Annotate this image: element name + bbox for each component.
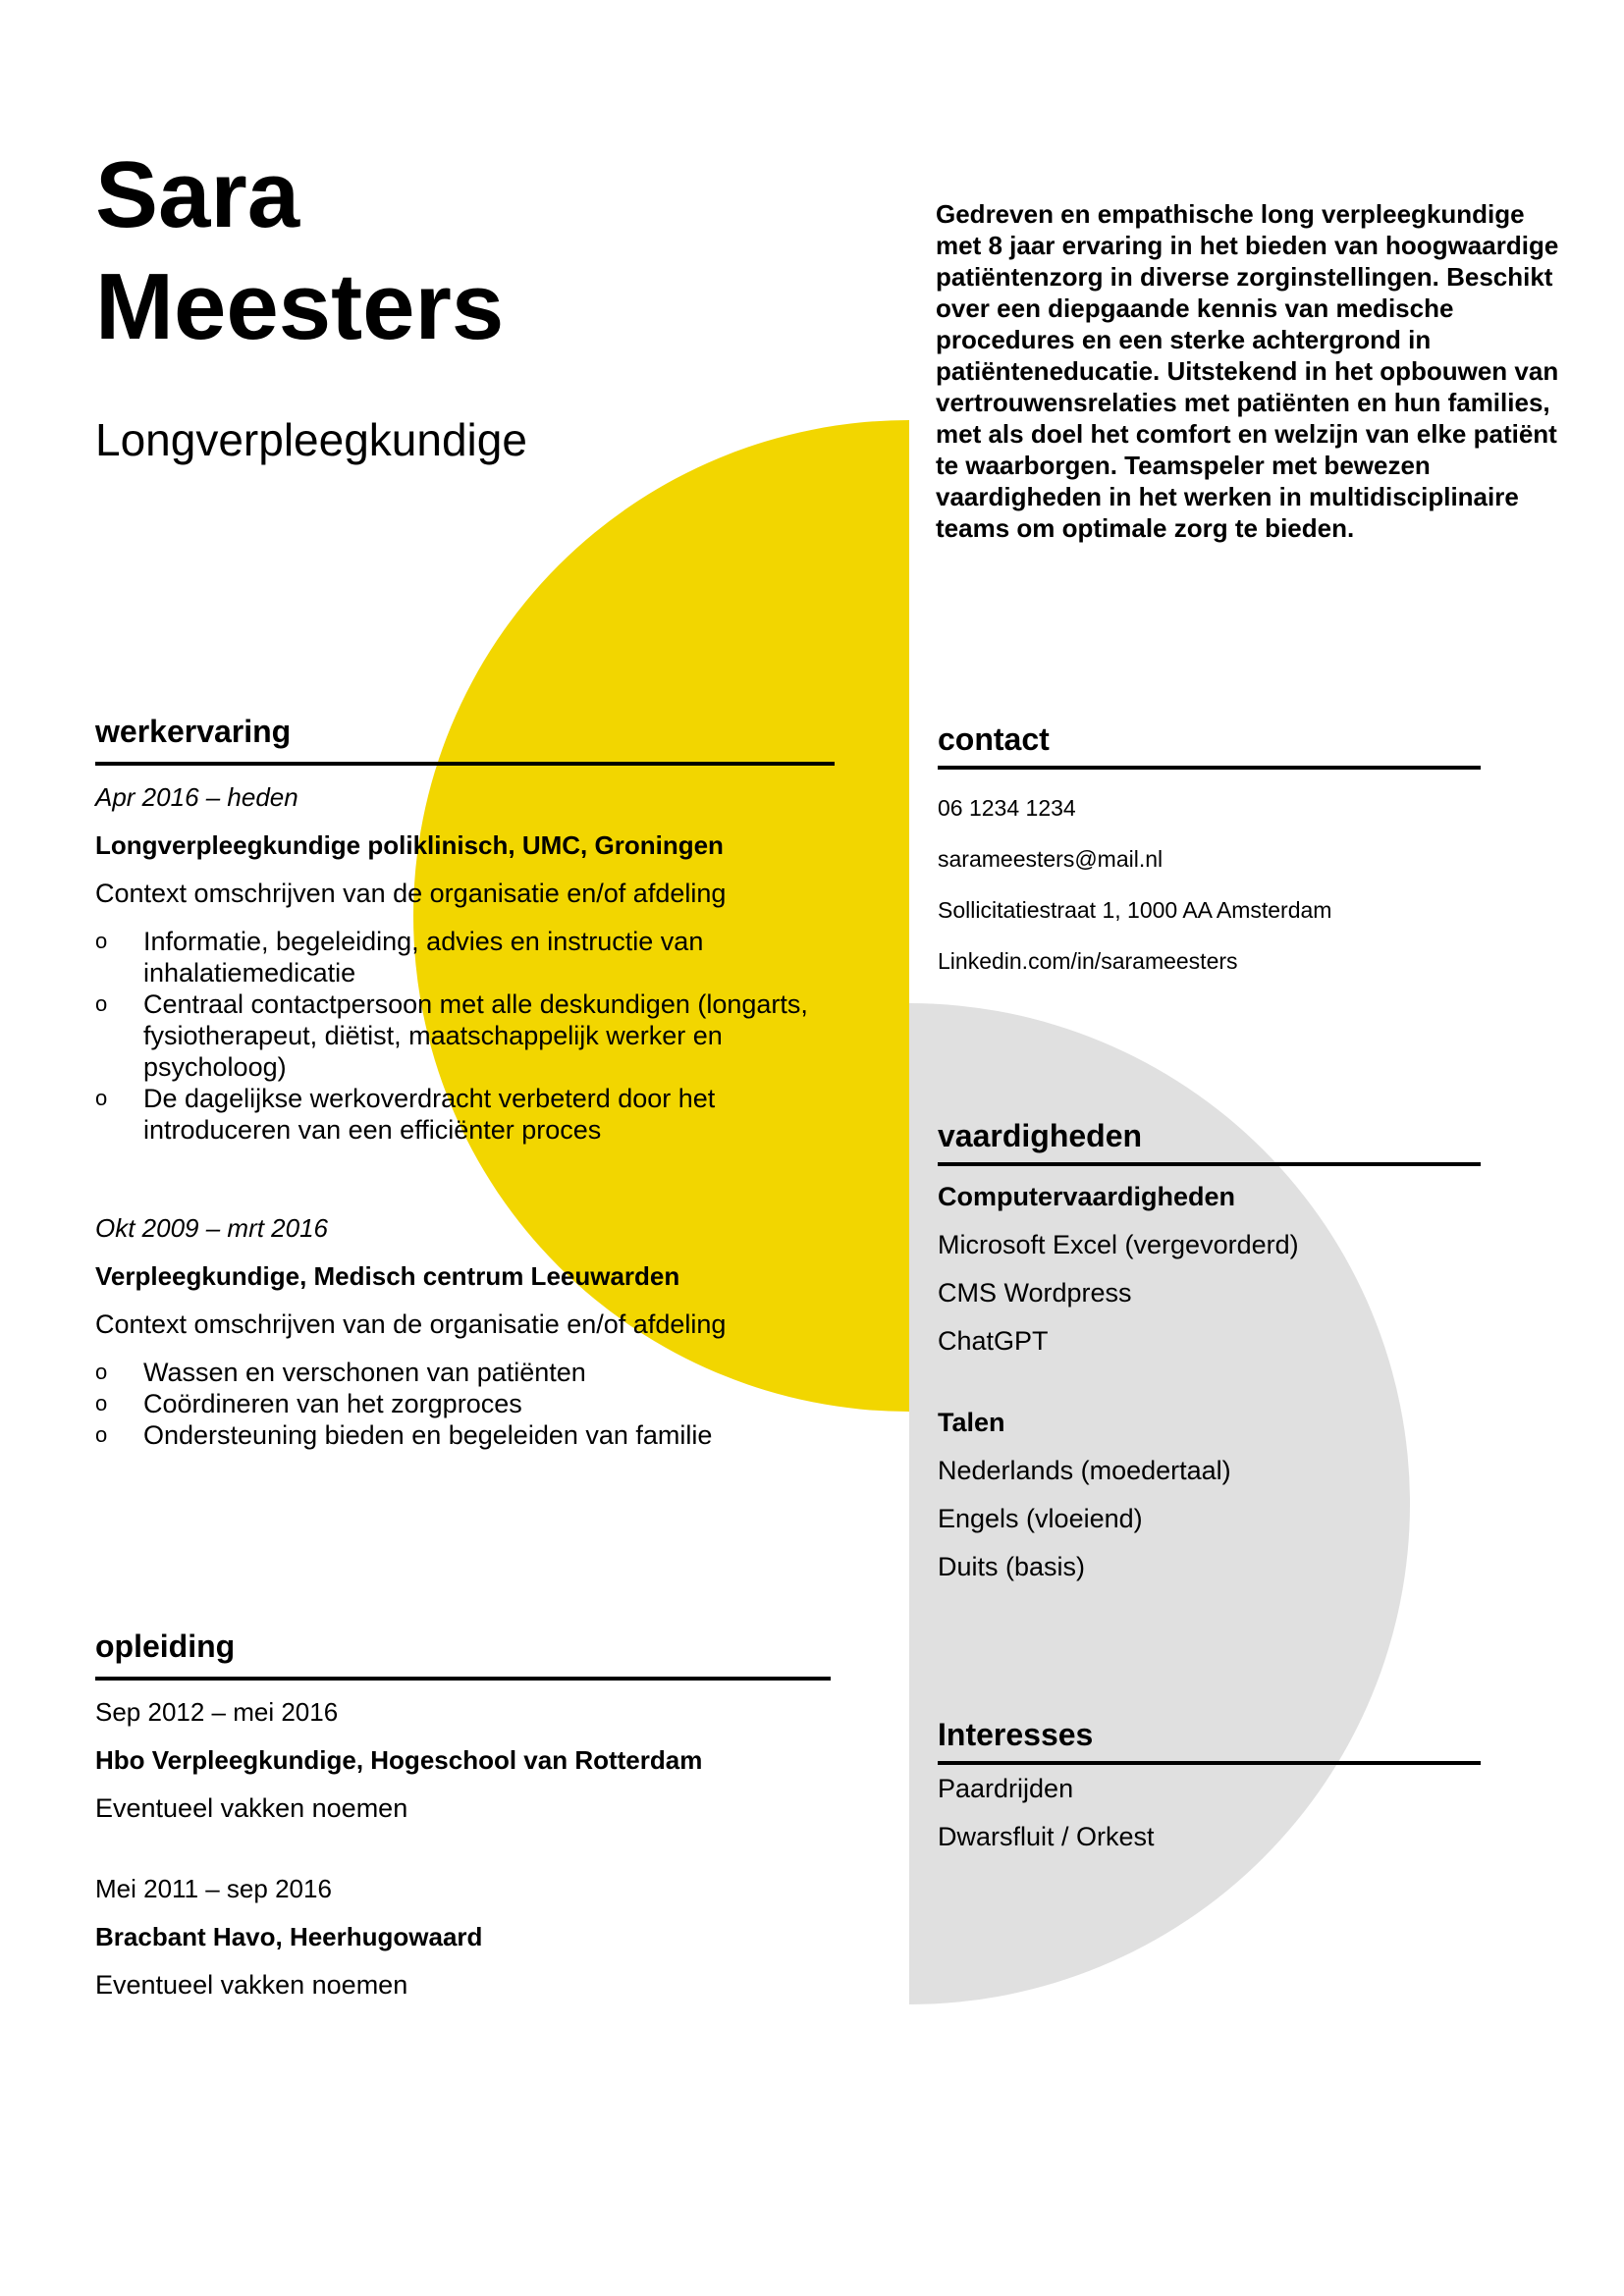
languages-heading: Talen — [938, 1408, 1005, 1437]
job-context: Context omschrijven van de organisatie en/of afdeling — [95, 1309, 727, 1339]
contact-email: sarameesters@mail.nl — [938, 846, 1164, 872]
job-entry — [95, 781, 835, 1146]
interest-item: Paardrijden — [938, 1774, 1074, 1803]
experience-rule — [95, 762, 835, 766]
skill-item: ChatGPT — [938, 1326, 1049, 1356]
list-item: o Wassen en verschonen van patiënten — [95, 1358, 586, 1387]
list-item: o Coördineren van het zorgproces — [95, 1389, 522, 1418]
language-item: Engels (vloeiend) — [938, 1504, 1143, 1533]
computer-skills-heading: Computervaardigheden — [938, 1182, 1236, 1211]
skills-rule — [938, 1162, 1481, 1166]
list-item: o De dagelijkse werkoverdracht verbeterd door het introduceren van een efficiënter proces — [95, 1084, 716, 1145]
first-name: Sara — [95, 142, 300, 247]
contact-section — [938, 721, 1481, 975]
education-note: Eventueel vakken noemen — [95, 1970, 408, 2000]
job-role: Verpleegkundige, Medisch centrum Leeuwarden — [95, 1261, 680, 1291]
interests-heading: Interesses — [938, 1717, 1094, 1752]
profile-summary: Gedreven en empathische long verpleegkundige met 8 jaar ervaring in het bieden van hoogwaardige patiëntenzorg in diverse zorginstellingen. Beschikt over een diepgaande kennis van medische procedures en een sterke achtergrond in patiënteneducatie. Uitstekend in het opbouwen van vertrouwensrelaties met patiënten en hun families, met als doel het comfort en welzijn van elke patiënt te waarborgen. Teamspeler met bewezen vaardigheden in het werken in multidisciplinaire teams om optimale zorg te bieden. — [936, 199, 1559, 543]
experience-heading: werkervaring — [95, 714, 292, 749]
education-school: Hbo Verpleegkundige, Hogeschool van Rotterdam — [95, 1745, 703, 1775]
last-name: Meesters — [95, 254, 505, 359]
education-entry — [95, 1873, 831, 2001]
contact-linkedin: Linkedin.com/in/sarameesters — [938, 948, 1238, 974]
education-period: Sep 2012 – mei 2016 — [95, 1697, 339, 1727]
bullet-circle-icon: o — [95, 1360, 108, 1384]
job-bullets — [95, 1357, 835, 1451]
contact-heading: contact — [938, 721, 1050, 757]
interest-item: Dwarsfluit / Orkest — [938, 1822, 1155, 1851]
job-entry — [95, 1212, 835, 1451]
job-role: Longverpleegkundige poliklinisch, UMC, Groningen — [95, 830, 724, 860]
job-bullets — [95, 926, 835, 1146]
contact-rule — [938, 766, 1481, 770]
job-context: Context omschrijven van de organisatie en/of afdeling — [95, 879, 727, 908]
education-school: Bracbant Havo, Heerhugowaard — [95, 1922, 483, 1951]
skill-item: CMS Wordpress — [938, 1278, 1132, 1308]
bullet-circle-icon: o — [95, 1086, 108, 1110]
interests-section — [938, 1716, 1481, 1851]
education-rule — [95, 1677, 831, 1681]
contact-phone: 06 1234 1234 — [938, 795, 1076, 821]
list-item: o Ondersteuning bieden en begeleiden van familie — [95, 1420, 713, 1450]
job-title: Longverpleegkundige — [95, 414, 527, 465]
bullet-circle-icon: o — [95, 1422, 108, 1447]
contact-address: Sollicitatiestraat 1, 1000 AA Amsterdam — [938, 897, 1332, 923]
education-period: Mei 2011 – sep 2016 — [95, 1874, 332, 1903]
job-period: Okt 2009 – mrt 2016 — [95, 1213, 329, 1243]
experience-section — [95, 713, 835, 1451]
interests-rule — [938, 1761, 1481, 1765]
language-item: Nederlands (moedertaal) — [938, 1456, 1231, 1485]
list-item: o Centraal contactpersoon met alle deskundigen (longarts, fysiotherapeut, diëtist, maatschappelijk werker en psycholoog) — [95, 989, 808, 1082]
language-item: Duits (basis) — [938, 1552, 1086, 1581]
bullet-circle-icon: o — [95, 1391, 108, 1415]
skills-section — [938, 1117, 1481, 1582]
education-section — [95, 1628, 831, 2001]
bullet-circle-icon: o — [95, 991, 108, 1016]
education-heading: opleiding — [95, 1629, 236, 1664]
skills-heading: vaardigheden — [938, 1118, 1143, 1153]
job-period: Apr 2016 – heden — [95, 782, 298, 812]
bullet-circle-icon: o — [95, 929, 108, 953]
list-item: o Informatie, begeleiding, advies en instructie van inhalatiemedicatie — [95, 927, 704, 988]
candidate-name — [95, 139, 504, 363]
education-entry — [95, 1696, 831, 1824]
skill-item: Microsoft Excel (vergevorderd) — [938, 1230, 1299, 1259]
education-note: Eventueel vakken noemen — [95, 1793, 408, 1823]
